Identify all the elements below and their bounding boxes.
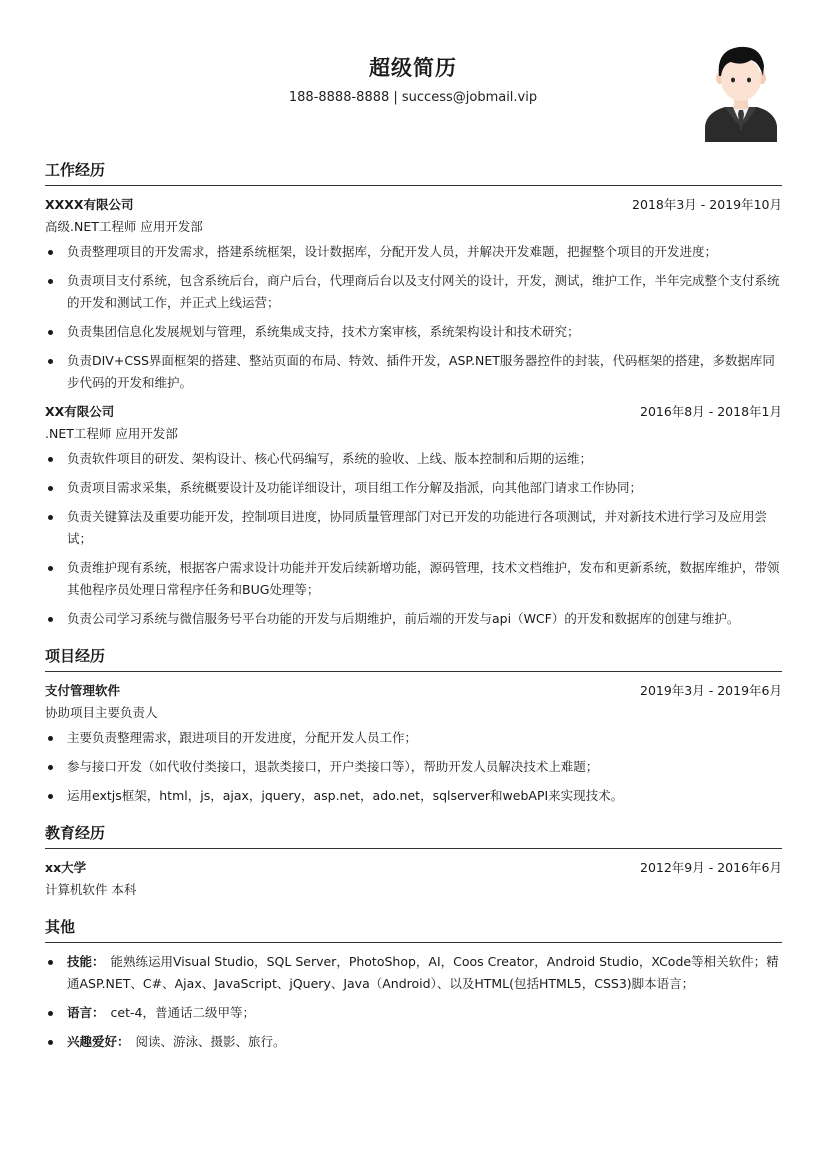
entry-date: 2016年8月 - 2018年1月	[640, 404, 782, 419]
item-label: 兴趣爱好：	[67, 1034, 130, 1049]
other-list	[45, 951, 782, 1053]
project-entry	[45, 680, 782, 807]
bullet-item: 负责项目需求采集，系统概要设计及功能详细设计，项目组工作分解及指派，向其他部门请求工作协同；	[45, 477, 782, 499]
bullet-item: 运用extjs框架，html，js，ajax，jquery，asp.net，ado.net，sqlserver和webAPI来实现技术。	[45, 785, 782, 807]
entry-role: 协助项目主要负责人	[45, 705, 158, 720]
bullet-list	[45, 241, 782, 394]
bullet-item: 负责软件项目的研发、架构设计、核心代码编写，系统的验收、上线、版本控制和后期的运维；	[45, 448, 782, 470]
avatar-portrait-icon	[703, 42, 779, 142]
bullet-item: 负责集团信息化发展规划与管理，系统集成支持，技术方案审核，系统架构设计和技术研究；	[45, 321, 782, 343]
entry-org: XX有限公司	[45, 404, 115, 419]
entry-role: .NET工程师 应用开发部	[45, 426, 178, 441]
contact-info: 188-8888-8888 | success@jobmail.vip	[288, 90, 538, 105]
work-entry	[45, 194, 782, 394]
entry-role: 高级.NET工程师 应用开发部	[45, 219, 203, 234]
education-entry	[45, 857, 782, 901]
bullet-list	[45, 448, 782, 630]
entry-date: 2012年9月 - 2016年6月	[640, 860, 782, 875]
resume-name: 超级简历	[369, 56, 457, 80]
item-text: 阅读、游泳、摄影、旅行。	[135, 1034, 286, 1049]
entry-org: xx大学	[45, 860, 87, 875]
entry-head	[45, 401, 782, 423]
other-item-language	[45, 1002, 782, 1024]
resume-body	[45, 158, 782, 1060]
work-entry	[45, 401, 782, 630]
bullet-item: 负责项目支付系统，包含系统后台，商户后台，代理商后台以及支付网关的设计，开发，测试，维护工作，半年完成整个支付系统的开发和测试工作，并正式上线运营；	[45, 270, 782, 314]
entry-org: XXXX有限公司	[45, 197, 134, 212]
item-text: cet-4，普通话二级甲等；	[110, 1005, 255, 1020]
section-title-other: 其他	[45, 915, 782, 943]
bullet-item: 负责维护现有系统，根据客户需求设计功能并开发后续新增功能，源码管理，技术文档维护，发布和更新系统，数据库维护，带领其他程序员处理日常程序任务和BUG处理等；	[45, 557, 782, 601]
bullet-item: 主要负责整理需求，跟进项目的开发进度，分配开发人员工作；	[45, 727, 782, 749]
entry-head	[45, 194, 782, 216]
bullet-item: 负责关键算法及重要功能开发，控制项目进度，协同质量管理部门对已开发的功能进行各项测试，并对新技术进行学习及应用尝试；	[45, 506, 782, 550]
entry-date: 2018年3月 - 2019年10月	[632, 197, 782, 212]
item-text: 能熟练运用Visual Studio，SQL Server，PhotoShop，AI，Coos Creator，Android Studio，XCode等相关软件；精通ASP.NET、C#、Ajax、JavaScript、jQuery、Java（Android）、以及HTML(包括HTML5，CSS3)脚本语言；	[67, 954, 779, 991]
section-title-project: 项目经历	[45, 644, 782, 672]
entry-role: 计算机软件 本科	[45, 882, 137, 897]
item-label: 语言：	[67, 1005, 105, 1020]
bullet-item: 负责整理项目的开发需求，搭建系统框架，设计数据库，分配开发人员，并解决开发难题，把握整个项目的开发进度；	[45, 241, 782, 263]
other-item-skills	[45, 951, 782, 995]
bullet-list	[45, 727, 782, 807]
other-item-hobbies	[45, 1031, 782, 1053]
entry-head	[45, 857, 782, 879]
item-label: 技能：	[67, 954, 105, 969]
entry-head	[45, 680, 782, 702]
entry-date: 2019年3月 - 2019年6月	[640, 683, 782, 698]
section-title-work: 工作经历	[45, 158, 782, 186]
bullet-item: 负责公司学习系统与微信服务号平台功能的开发与后期维护，前后端的开发与api（WCF）的开发和数据库的创建与维护。	[45, 608, 782, 630]
avatar	[703, 42, 779, 142]
bullet-item: 负责DIV+CSS界面框架的搭建、整站页面的布局、特效、插件开发，ASP.NET服务器控件的封装，代码框架的搭建，多数据库同步代码的开发和维护。	[45, 350, 782, 394]
section-title-education: 教育经历	[45, 821, 782, 849]
entry-org: 支付管理软件	[45, 683, 121, 698]
bullet-item: 参与接口开发（如代收付类接口，退款类接口，开户类接口等），帮助开发人员解决技术上难题；	[45, 756, 782, 778]
